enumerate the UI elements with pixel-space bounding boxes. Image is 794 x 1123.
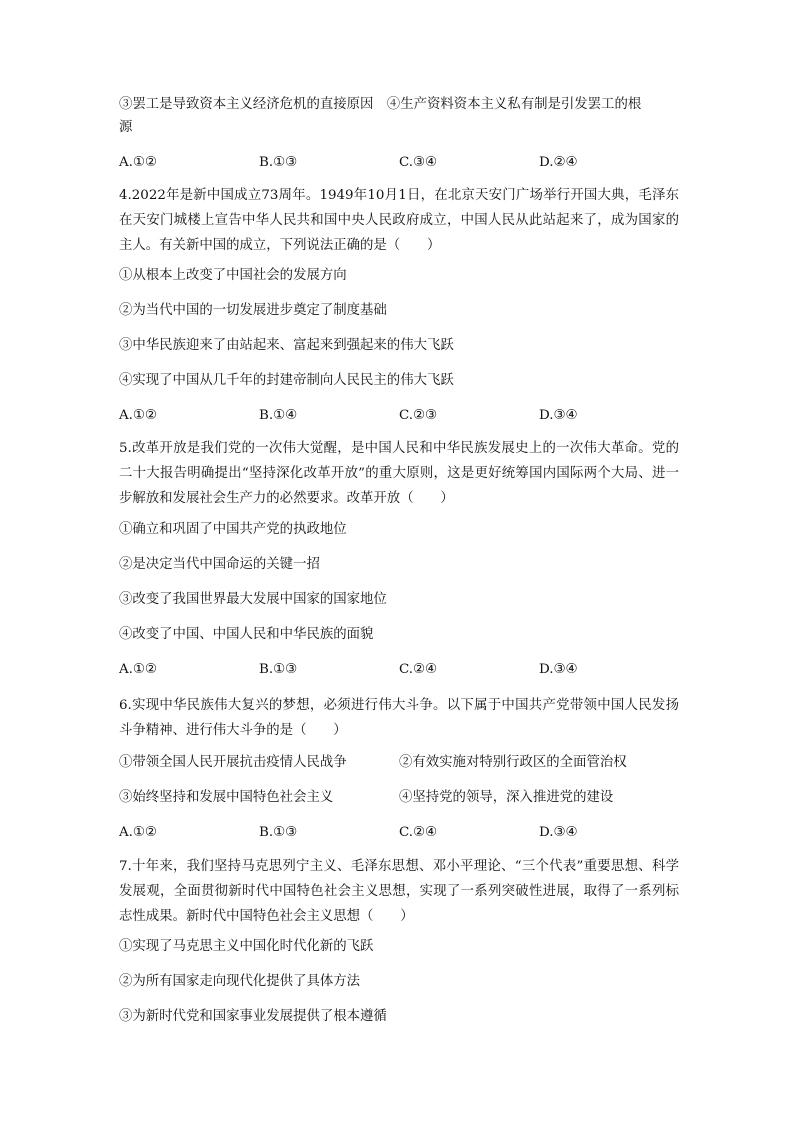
q5-option-a[interactable]: A.①② [119, 662, 157, 677]
q4-statement-1: ①从根本上改变了中国社会的发展方向 [119, 268, 347, 283]
q6-option-c[interactable]: C.②④ [399, 825, 438, 840]
q5-option-c[interactable]: C.②④ [399, 662, 438, 677]
q4-option-c[interactable]: C.②③ [399, 408, 438, 423]
q5-option-b[interactable]: B.①③ [259, 662, 298, 677]
q6-statement-1: ①带领全国人民开展抗击疫情人民战争 [119, 755, 347, 770]
q7-stem: 7.十年来，我们坚持马克思列宁主义、毛泽东思想、邓小平理论、“三个代表”重要思想、科学发展观，全面贯彻新时代中国特色社会主义思想，实现了一系列突破性进展，取得了一系列标志性成果。新时代中国特色社会主义思想（ ） [119, 859, 679, 924]
q7-statement-2: ②为所有国家走向现代化提供了具体方法 [119, 974, 361, 989]
q4-option-a[interactable]: A.①② [119, 408, 157, 423]
q3-option-b[interactable]: B.①③ [259, 155, 298, 170]
q6-statement-3: ③始终坚持和发展中国特色社会主义 [119, 790, 334, 805]
q5-statement-4: ④改变了中国、中国人民和中华民族的面貌 [119, 627, 374, 642]
q5-stem: 5.改革开放是我们党的一次伟大觉醒，是中国人民和中华民族发展史上的一次伟大革命。党的二十大报告明确提出“坚持深化改革开放”的重大原则，这是更好统筹国内国际两个大局、进一步解放和发展社会生产力的必然要求。改革开放（ ） [119, 441, 679, 506]
q5-statement-3: ③改变了我国世界最大发展中国家的国家地位 [119, 592, 387, 607]
q4-statement-4: ④实现了中国从几千年的封建帝制向人民民主的伟大飞跃 [119, 373, 454, 388]
q6-option-b[interactable]: B.①③ [259, 825, 298, 840]
q3-option-d[interactable]: D.②④ [539, 155, 578, 170]
q4-statement-3: ③中华民族迎来了由站起来、富起来到强起来的伟大飞跃 [119, 338, 454, 353]
q4-option-b[interactable]: B.①④ [259, 408, 298, 423]
q6-stem: 6.实现中华民族伟大复兴的梦想，必须进行伟大斗争。以下属于中国共产党带领中国人民发扬斗争精神、进行伟大斗争的是（ ） [119, 698, 679, 738]
q3-statement-line-2: 源 [119, 120, 133, 135]
q6-statement-2: ②有效实施对特别行政区的全面管治权 [399, 755, 627, 770]
q4-option-d[interactable]: D.③④ [539, 408, 578, 423]
q4-statement-2: ②为当代中国的一切发展进步奠定了制度基础 [119, 303, 387, 318]
q6-option-d[interactable]: D.③④ [539, 825, 578, 840]
q7-statement-1: ①实现了马克思主义中国化时代化新的飞跃 [119, 939, 374, 954]
q5-option-d[interactable]: D.③④ [539, 662, 578, 677]
q6-option-a[interactable]: A.①② [119, 825, 157, 840]
q6-statement-4: ④坚持党的领导，深入推进党的建设 [399, 790, 614, 805]
q4-stem: 4.2022年是新中国成立73周年。1949年10月1日，在北京天安门广场举行开国大典，毛泽东在天安门城楼上宣告中华人民共和国中央人民政府成立，中国人民从此站起来了，成为国家的主人。有关新中国的成立，下列说法正确的是（ ） [119, 188, 679, 253]
q5-statement-2: ②是决定当代中国命运的关键一招 [119, 557, 320, 572]
q7-statement-3: ③为新时代党和国家事业发展提供了根本遵循 [119, 1009, 387, 1024]
q3-option-c[interactable]: C.③④ [399, 155, 438, 170]
q3-option-a[interactable]: A.①② [119, 155, 157, 170]
q5-statement-1: ①确立和巩固了中国共产党的执政地位 [119, 522, 347, 537]
q3-statement-line-1: ③罢工是导致资本主义经济危机的直接原因 ④生产资料资本主义私有制是引发罢工的根 [119, 97, 642, 112]
